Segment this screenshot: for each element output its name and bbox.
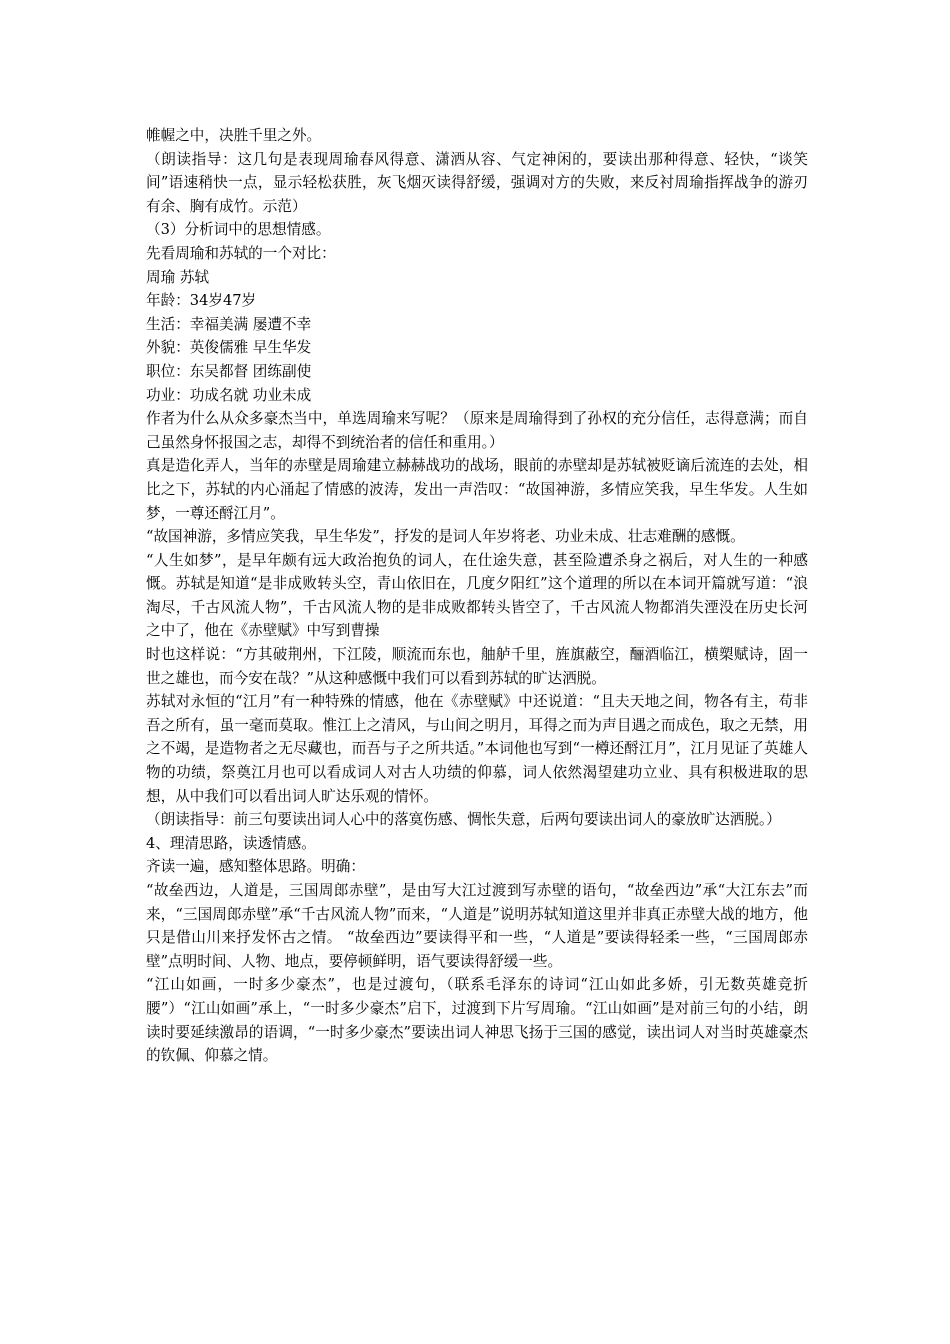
reading-guide-paragraph: （朗读指导：前三句要读出词人心中的落寞伤感、惆怅失意，后两句要读出词人的豪放旷达洒脱。）: [146, 811, 781, 829]
comparison-row-age: 年龄：34岁47岁: [146, 292, 257, 310]
analysis-paragraph: 苏轼对永恒的“江月”有一种特殊的情感，他在《赤壁赋》中还说道：“且夫天地之间，物各有主，苟非吾之所有，虽一毫而莫取。惟江上之清风，与山间之明月，耳得之而为声目遇之而成色，取之无禁，用之不竭，是造物者之无尽藏也，而吾与子之所共适。”本词他也写到“一樽还酹江月”，江月见证了英雄人物的功绩，祭奠江月也可以看成词人对古人功绩的仰慕，词人依然渴望建功立业、具有积极进取的思想，从中我们可以看出词人旷达乐观的情怀。: [146, 693, 808, 805]
text-line-continuation: 帷幄之中，决胜千里之外。: [146, 127, 322, 144]
analysis-paragraph: 真是造化弄人，当年的赤壁是周瑜建立赫赫战功的战场，眼前的赤壁却是苏轼被贬谪后流连的去处，相比之下，苏轼的内心涌起了情感的波涛，发出一声浩叹：“故国神游，多情应笑我，早生华发。人生如梦，一尊还酹江月”。: [146, 457, 808, 522]
comparison-intro: 先看周瑜和苏轼的一个对比：: [146, 244, 336, 262]
question-paragraph: 作者为什么从众多豪杰当中，单选周瑜来写呢？（原来是周瑜得到了孙权的充分信任，志得意满；而自己虽然身怀报国之志，却得不到统治者的信任和重用。）: [146, 410, 808, 451]
analysis-paragraph: “故垒西边，人道是，三国周郎赤壁”，是由写大江过渡到写赤壁的语句，“故垒西边”承“大江东去”而来，“三国周郎赤壁”承“千古风流人物”而来，“人道是”说明苏轼知道这里并非真正赤壁大战的地方，他只是借山川来抒发怀古之情。 “故垒西边”要读得平和一些，“人道是”要读得轻柔一些，“三国周郎赤壁”点明时间、人物、地点，要停顿鲜明，语气要读得舒缓一些。: [146, 882, 808, 970]
section-heading-3: （3）分析词中的思想情感。: [146, 221, 331, 239]
analysis-paragraph: “江山如画，一时多少豪杰”，也是过渡句，（联系毛泽东的诗词“江山如此多娇，引无数英雄竞折腰”）“江山如画”承上，“一时多少豪杰”启下，过渡到下片写周瑜。“江山如画”是对前三句的小结，朗读时要延续激昂的语调，“一时多少豪杰”要读出词人神思飞扬于三国的感觉，读出词人对当时英雄豪杰的钦佩、仰慕之情。: [146, 976, 808, 1065]
analysis-paragraph: 时也这样说：“方其破荆州，下江陵，顺流而东也，舳舻千里，旌旗蔽空，酾酒临江，横槊赋诗，固一世之雄也，而今安在哉？”从这种感慨中我们可以看到苏轼的旷达洒脱。: [146, 646, 808, 687]
section-heading-4: 4、理清思路，读透情感。: [146, 834, 316, 852]
comparison-row-life: 生活：幸福美满 屡遭不幸: [146, 315, 312, 333]
instruction-paragraph: 齐读一遍，感知整体思路。明确：: [146, 858, 365, 876]
analysis-paragraph: “故国神游，多情应笑我，早生华发”，抒发的是词人年岁将老、功业未成、壮志难酬的感慨。: [146, 528, 745, 546]
comparison-header: 周瑜 苏轼: [146, 268, 210, 286]
comparison-row-achievement: 功业：功成名就 功业未成: [146, 386, 312, 404]
reading-guide-paragraph: （朗读指导：这几句是表现周瑜春风得意、潇洒从容、气定神闲的，要读出那种得意、轻快，“谈笑间”语速稍快一点，显示轻松获胜，灰飞烟灭读得舒缓，强调对方的失败，来反衬周瑜指挥战争的游刃有余、胸有成竹。示范）: [146, 150, 808, 215]
document-body: [146, 124, 808, 1068]
analysis-paragraph: “人生如梦”，是早年颇有远大政治抱负的词人，在仕途失意，甚至险遭杀身之祸后，对人生的一种感慨。苏轼是知道“是非成败转头空，青山依旧在，几度夕阳红”这个道理的所以在本词开篇就写道：“浪淘尽，千古风流人物”，千古风流人物的是非成败都转头皆空了，千古风流人物都消失湮没在历史长河之中了，他在《赤壁赋》中写到曹操: [146, 551, 808, 640]
comparison-row-appearance: 外貌：英俊儒雅 早生华发: [146, 339, 312, 357]
comparison-row-position: 职位：东吴都督 团练副使: [146, 362, 312, 380]
